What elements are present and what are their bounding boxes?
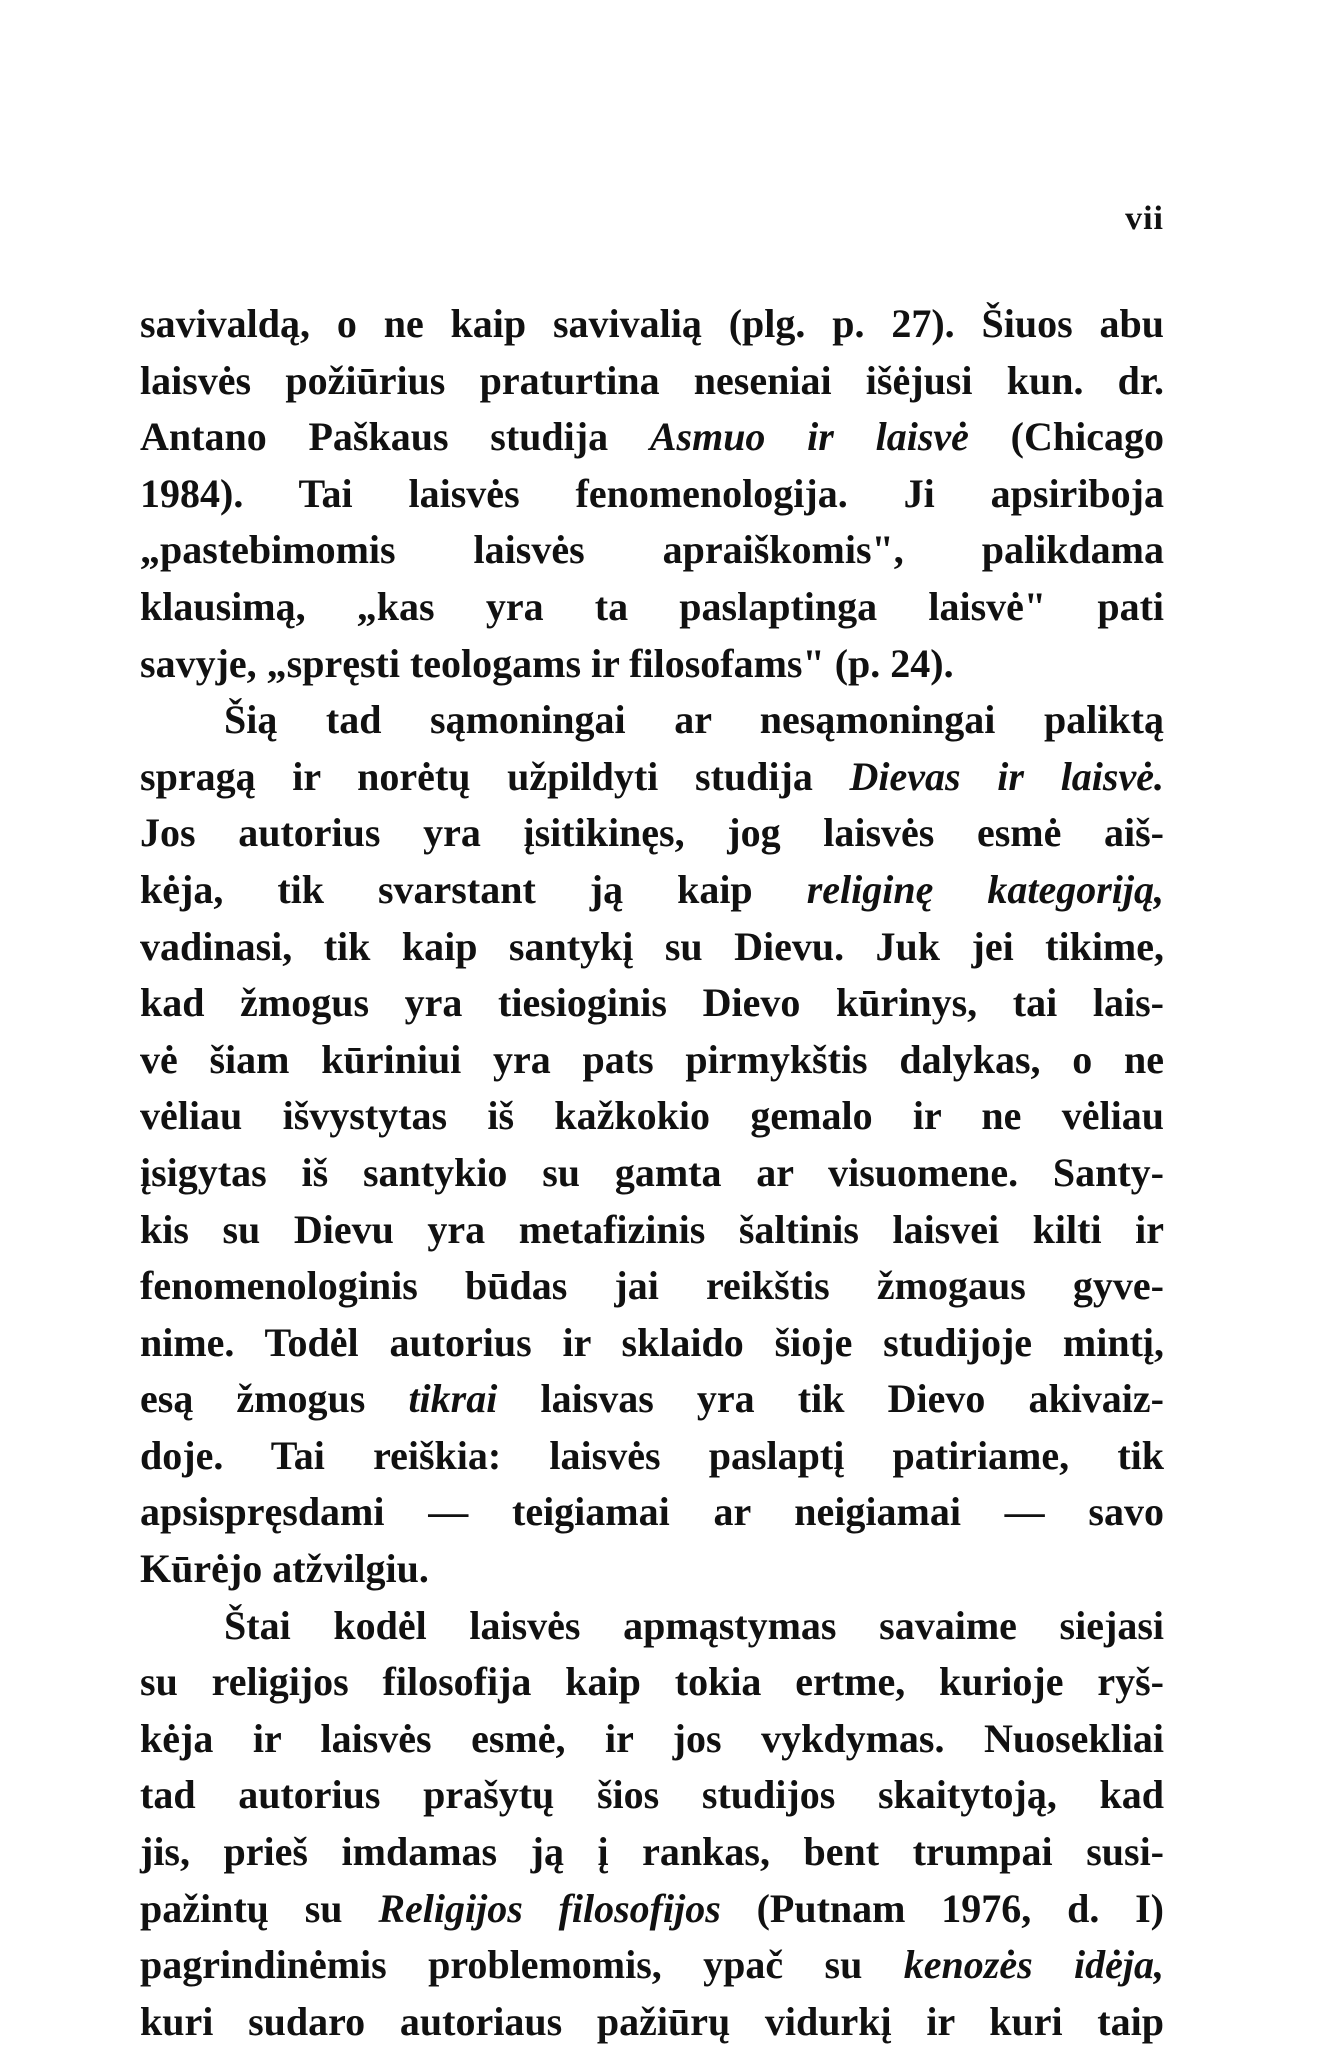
text-segment: pažintų su [140, 1885, 379, 1931]
text-line [140, 1654, 1164, 1711]
text-segment: klausimą, „kas yra ta paslaptinga laisvė" pati [140, 583, 1164, 629]
text-segment: įsigytas iš santykio su gamta ar visuomene. Santy- [140, 1149, 1164, 1195]
text-line [140, 1315, 1164, 1372]
italic-title: Religijos filosofijos [378, 1885, 721, 1931]
text-line [140, 919, 1164, 976]
text-segment: pagrindinėmis problemomis, ypač su [140, 1942, 904, 1988]
text-segment: vadinasi, tik kaip santykį su Dievu. Juk jei tikime, [140, 923, 1164, 969]
italic-title: Dievas ir laisvė. [849, 753, 1164, 799]
text-segment: su religijos filosofija kaip tokia ertme, kurioje ryš- [140, 1659, 1164, 1705]
text-segment: savivaldą, o ne kaip savivalią (plg. p. 27). Šiuos abu [140, 301, 1164, 346]
text-line [140, 1371, 1164, 1428]
text-segment: Jos autorius yra įsitikinęs, jog laisvės esmė aiš- [140, 810, 1164, 856]
text-segment: fenomenologinis būdas jai reikštis žmogaus gyve- [140, 1263, 1164, 1309]
text-segment: kėja, tik svarstant ją kaip [140, 866, 807, 912]
text-segment: vė šiam kūriniui yra pats pirmykštis dalykas, o ne [140, 1036, 1164, 1082]
text-segment: laisvas yra tik Dievo akivaiz- [497, 1376, 1164, 1422]
text-line [140, 1541, 1164, 1598]
text-line [140, 1202, 1164, 1259]
text-line [140, 1881, 1164, 1938]
text-line [140, 1711, 1164, 1768]
text-segment: 1984). Tai laisvės fenomenologija. Ji apsiriboja [140, 470, 1164, 516]
text-segment: kuri sudaro autoriaus pažiūrų vidurkį ir kuri taip [140, 1998, 1164, 2044]
text-line [140, 1937, 1164, 1994]
text-line [140, 466, 1164, 523]
text-line [140, 409, 1164, 466]
text-segment: doje. Tai reiškia: laisvės paslaptį patiriame, tik [140, 1432, 1164, 1478]
text-line [140, 1428, 1164, 1485]
text-segment: esą žmogus [140, 1376, 409, 1422]
text-line [140, 749, 1164, 806]
text-segment: Kūrėjo atžvilgiu. [140, 1546, 429, 1592]
text-segment: Šią tad sąmoningai ar nesąmoningai paliktą [224, 697, 1164, 743]
text-line [140, 1767, 1164, 1824]
text-line [140, 522, 1164, 579]
text-line [140, 862, 1164, 919]
text-segment: kėja ir laisvės esmė, ir jos vykdymas. Nuosekliai [140, 1715, 1164, 1761]
text-line [140, 353, 1164, 410]
text-line [140, 975, 1164, 1032]
text-segment: kad žmogus yra tiesioginis Dievo kūrinys, tai lais- [140, 980, 1164, 1026]
text-segment: jis, prieš imdamas ją į rankas, bent trumpai susi- [140, 1829, 1164, 1875]
text-segment: (Chicago [968, 414, 1164, 460]
text-line [140, 1824, 1164, 1881]
text-segment: spragą ir norėtų užpildyti studija [140, 753, 850, 799]
text-segment: „pastebimomis laisvės apraiškomis", palikdama [140, 527, 1164, 573]
text-line [140, 636, 1164, 693]
text-segment: nime. Todėl autorius ir sklaido šioje studijoje mintį, [140, 1319, 1164, 1365]
text-line [140, 1598, 1164, 1655]
text-line [140, 805, 1164, 862]
text-line [140, 1484, 1164, 1541]
text-segment: kis su Dievu yra metafizinis šaltinis laisvei kilti ir [140, 1206, 1164, 1252]
text-segment: apsispręsdami — teigiamai ar neigiamai — savo [140, 1489, 1164, 1535]
body-text [140, 296, 1164, 2050]
text-line [140, 579, 1164, 636]
text-line [140, 296, 1164, 353]
text-line [140, 1994, 1164, 2050]
italic-title: tikrai [408, 1376, 498, 1422]
text-line [140, 1088, 1164, 1145]
italic-title: Asmuo ir laisvė [649, 414, 969, 460]
text-line [140, 692, 1164, 749]
italic-title: kenozės idėja, [903, 1942, 1164, 1988]
text-segment: laisvės požiūrius praturtina neseniai išėjusi kun. dr. [140, 357, 1164, 403]
text-segment: tad autorius prašytų šios studijos skaitytoją, kad [140, 1772, 1164, 1818]
text-line [140, 1145, 1164, 1202]
page-number: vii [1125, 200, 1164, 237]
text-segment: vėliau išvystytas iš kažkokio gemalo ir ne vėliau [140, 1093, 1164, 1139]
text-line [140, 1258, 1164, 1315]
text-segment: (Putnam 1976, d. I) [720, 1885, 1164, 1931]
text-segment: savyje, „spręsti teologams ir filosofams" (p. 24). [140, 640, 954, 686]
text-segment: Štai kodėl laisvės apmąstymas savaime siejasi [224, 1602, 1164, 1648]
italic-title: religinę kategoriją, [806, 866, 1165, 912]
text-line [140, 1032, 1164, 1089]
text-segment: Antano Paškaus studija [140, 414, 650, 460]
